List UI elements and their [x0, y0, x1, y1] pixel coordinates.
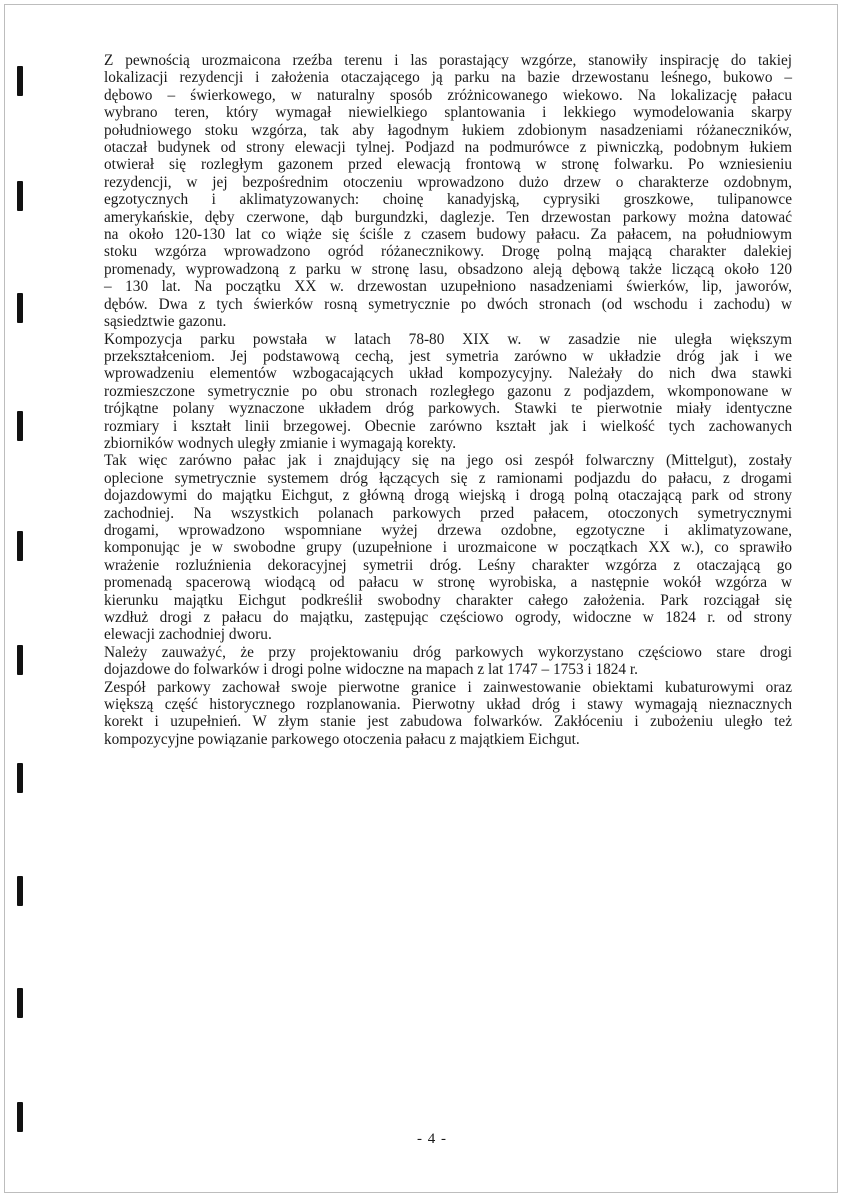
text-line: kompozycyjne powiązanie parkowego otoczenia pałacu z majątkiem Eichgut. — [104, 730, 580, 748]
binding-mark — [17, 531, 23, 561]
text-line: wybrano teren, który wymagał niewielkiego splantowania i lekkiego wymodelowania skarpy — [104, 104, 792, 122]
text-line: dębów. Dwa z tych świerków rosną symetrycznie po dwóch stronach (od wschodu i zachodu) w — [104, 295, 792, 313]
binding-mark — [17, 876, 23, 906]
binding-mark — [17, 988, 23, 1018]
text-line: Z pewnością urozmaicona rzeźba terenu i las porastający wzgórze, stanowiły inspirację do takiej — [104, 52, 792, 69]
text-line: korekt i uzupełnień. W złym stanie jest zabudowa folwarków. Zakłóceniu i zubożeniu uległo też — [104, 713, 792, 731]
text-line: dębowo – świerkowego, w naturalny sposób zróżnicowanego wiekowo. Na lokalizację pałacu — [104, 86, 792, 104]
text-line: Tak więc zarówno pałac jak i znajdujący się na jego osi zespół folwarczny (Mittelgut), zostały — [104, 452, 792, 470]
binding-mark — [17, 293, 23, 323]
text-line: większą część historycznego rozplanowania. Pierwotny układ dróg i stawy wymagają nieznacznych — [104, 696, 792, 714]
body-text — [104, 52, 792, 748]
text-line: Należy zauważyć, że przy projektowaniu dróg parkowych wykorzystano częściowo stare drogi — [104, 643, 792, 661]
text-line: rezydencji, w jej bezpośrednim otoczeniu wprowadzono dużo drzew o charakterze ozdobnym, — [104, 173, 792, 191]
text-line: zbiorników wodnych uległy zmianie i wymagają korekty. — [104, 434, 457, 452]
binding-mark — [17, 411, 23, 441]
text-line: lokalizacji rezydencji i założenia otaczającego ją parku na bazie drzewostanu leśnego, bukowo – — [104, 69, 792, 87]
binding-mark — [17, 1102, 23, 1132]
text-line: elewacji zachodniej dworu. — [104, 626, 272, 644]
binding-mark — [17, 763, 23, 793]
text-line: egzotycznych i aklimatyzowanych: choinę kanadyjską, cyprysiki groszkowe, tulipanowce — [104, 191, 792, 209]
text-line: promenadą spacerową wiodącą od pałacu w stronę wyrobiska, a następnie wokół wzgórza w — [104, 574, 792, 592]
binding-mark — [17, 181, 23, 211]
binding-mark — [17, 645, 23, 675]
text-line: otwierał się rozległym gazonem przed elewacją frontową w stronę folwarku. Po wzniesieniu — [104, 156, 792, 174]
text-line: przekształceniom. Jej podstawową cechą, jest symetria zarówno w układzie dróg jak i we — [104, 347, 792, 365]
text-line: stoku wzgórza wprowadzono ogród różanecznikowy. Drogę polną mającą charakter dalekiej — [104, 243, 792, 261]
text-line: wprowadzeniu elementów wzbogacających układ kompozycyjny. Należały do nich dwa stawki — [104, 365, 792, 383]
text-line: rozmiary i kształt linii brzegowej. Obecnie zarówno kształt jak i wielkość tych zachowanych — [104, 417, 792, 435]
text-line: promenady, wyprowadzoną z parku w stronę lasu, obsadzono aleją dębową także liczącą około 120 — [104, 260, 792, 278]
binding-mark — [17, 66, 23, 96]
page-number: - 4 - — [417, 1131, 447, 1147]
text-line: Kompozycja parku powstała w latach 78-80 XIX w. w zasadzie nie uległa większym — [104, 330, 792, 348]
text-line: komponując je w swobodne grupy (uzupełnione i urozmaicone w początkach XX w.), co sprawiło — [104, 539, 792, 557]
text-line: zachodniej. Na wszystkich polanach parkowych przed pałacem, otoczonych symetrycznymi — [104, 504, 792, 522]
text-line: południowego stoku wzgórza, tak aby łagodnym łukiem zdobionym nasadzeniami różaneczników, — [104, 121, 792, 139]
text-line: amerykańskie, dęby czerwone, dąb burgundzki, daglezje. Ten drzewostan parkowy można datować — [104, 208, 792, 226]
text-line: wzdłuż drogi z pałacu do majątku, zastępując częściowo ogrody, widoczne w 1824 r. od strony — [104, 609, 792, 626]
text-line: wrażenie rozluźnienia dekoracyjnej symetrii dróg. Leśny charakter wzgórza z otaczającą go — [104, 556, 792, 574]
text-line: trójkątne polany wyznaczone układem dróg parkowych. Stawki te pierwotnie miały identyczne — [104, 400, 792, 418]
text-line: dojazdowymi do majątku Eichgut, z główną drogą wiejską i drogą polną otaczającą park od strony — [104, 487, 792, 505]
text-line: oplecione symetrycznie systemem dróg łączących się z ramionami podjazdu do pałacu, z drogami — [104, 469, 792, 487]
text-line: kierunku majątku Eichgut podkreślił swobodny charakter całego założenia. Park rozciągał się — [104, 591, 792, 609]
text-line: dojazdowe do folwarków i drogi polne widoczne na mapach z lat 1747 – 1753 i 1824 r. — [104, 661, 638, 679]
text-line: Zespół parkowy zachował swoje pierwotne granice i zainwestowanie obiektami kubaturowymi oraz — [104, 678, 792, 696]
text-line: drogami, wprowadzono wspomniane wyżej drzewa ozdobne, egzotyczne i aklimatyzowane, — [104, 521, 792, 539]
text-line: – 130 lat. Na początku XX w. drzewostan uzupełniono nasadzeniami świerków, lip, jaworów, — [104, 278, 792, 296]
text-line: rozmieszczone symetrycznie po obu stronach rozległego gazonu z podjazdem, wkomponowane w — [104, 382, 792, 400]
binding-hole-marks — [17, 0, 25, 1199]
text-line: sąsiedztwie gazonu. — [104, 313, 227, 331]
text-line: otaczał budynek od strony elewacji tylnej. Podjazd na podmurówce z piwniczką, podobnym łukiem — [104, 139, 792, 157]
text-line: na około 120-130 lat co wiąże się ściśle z czasem budowy pałacu. Za pałacem, na południowym — [104, 226, 792, 244]
